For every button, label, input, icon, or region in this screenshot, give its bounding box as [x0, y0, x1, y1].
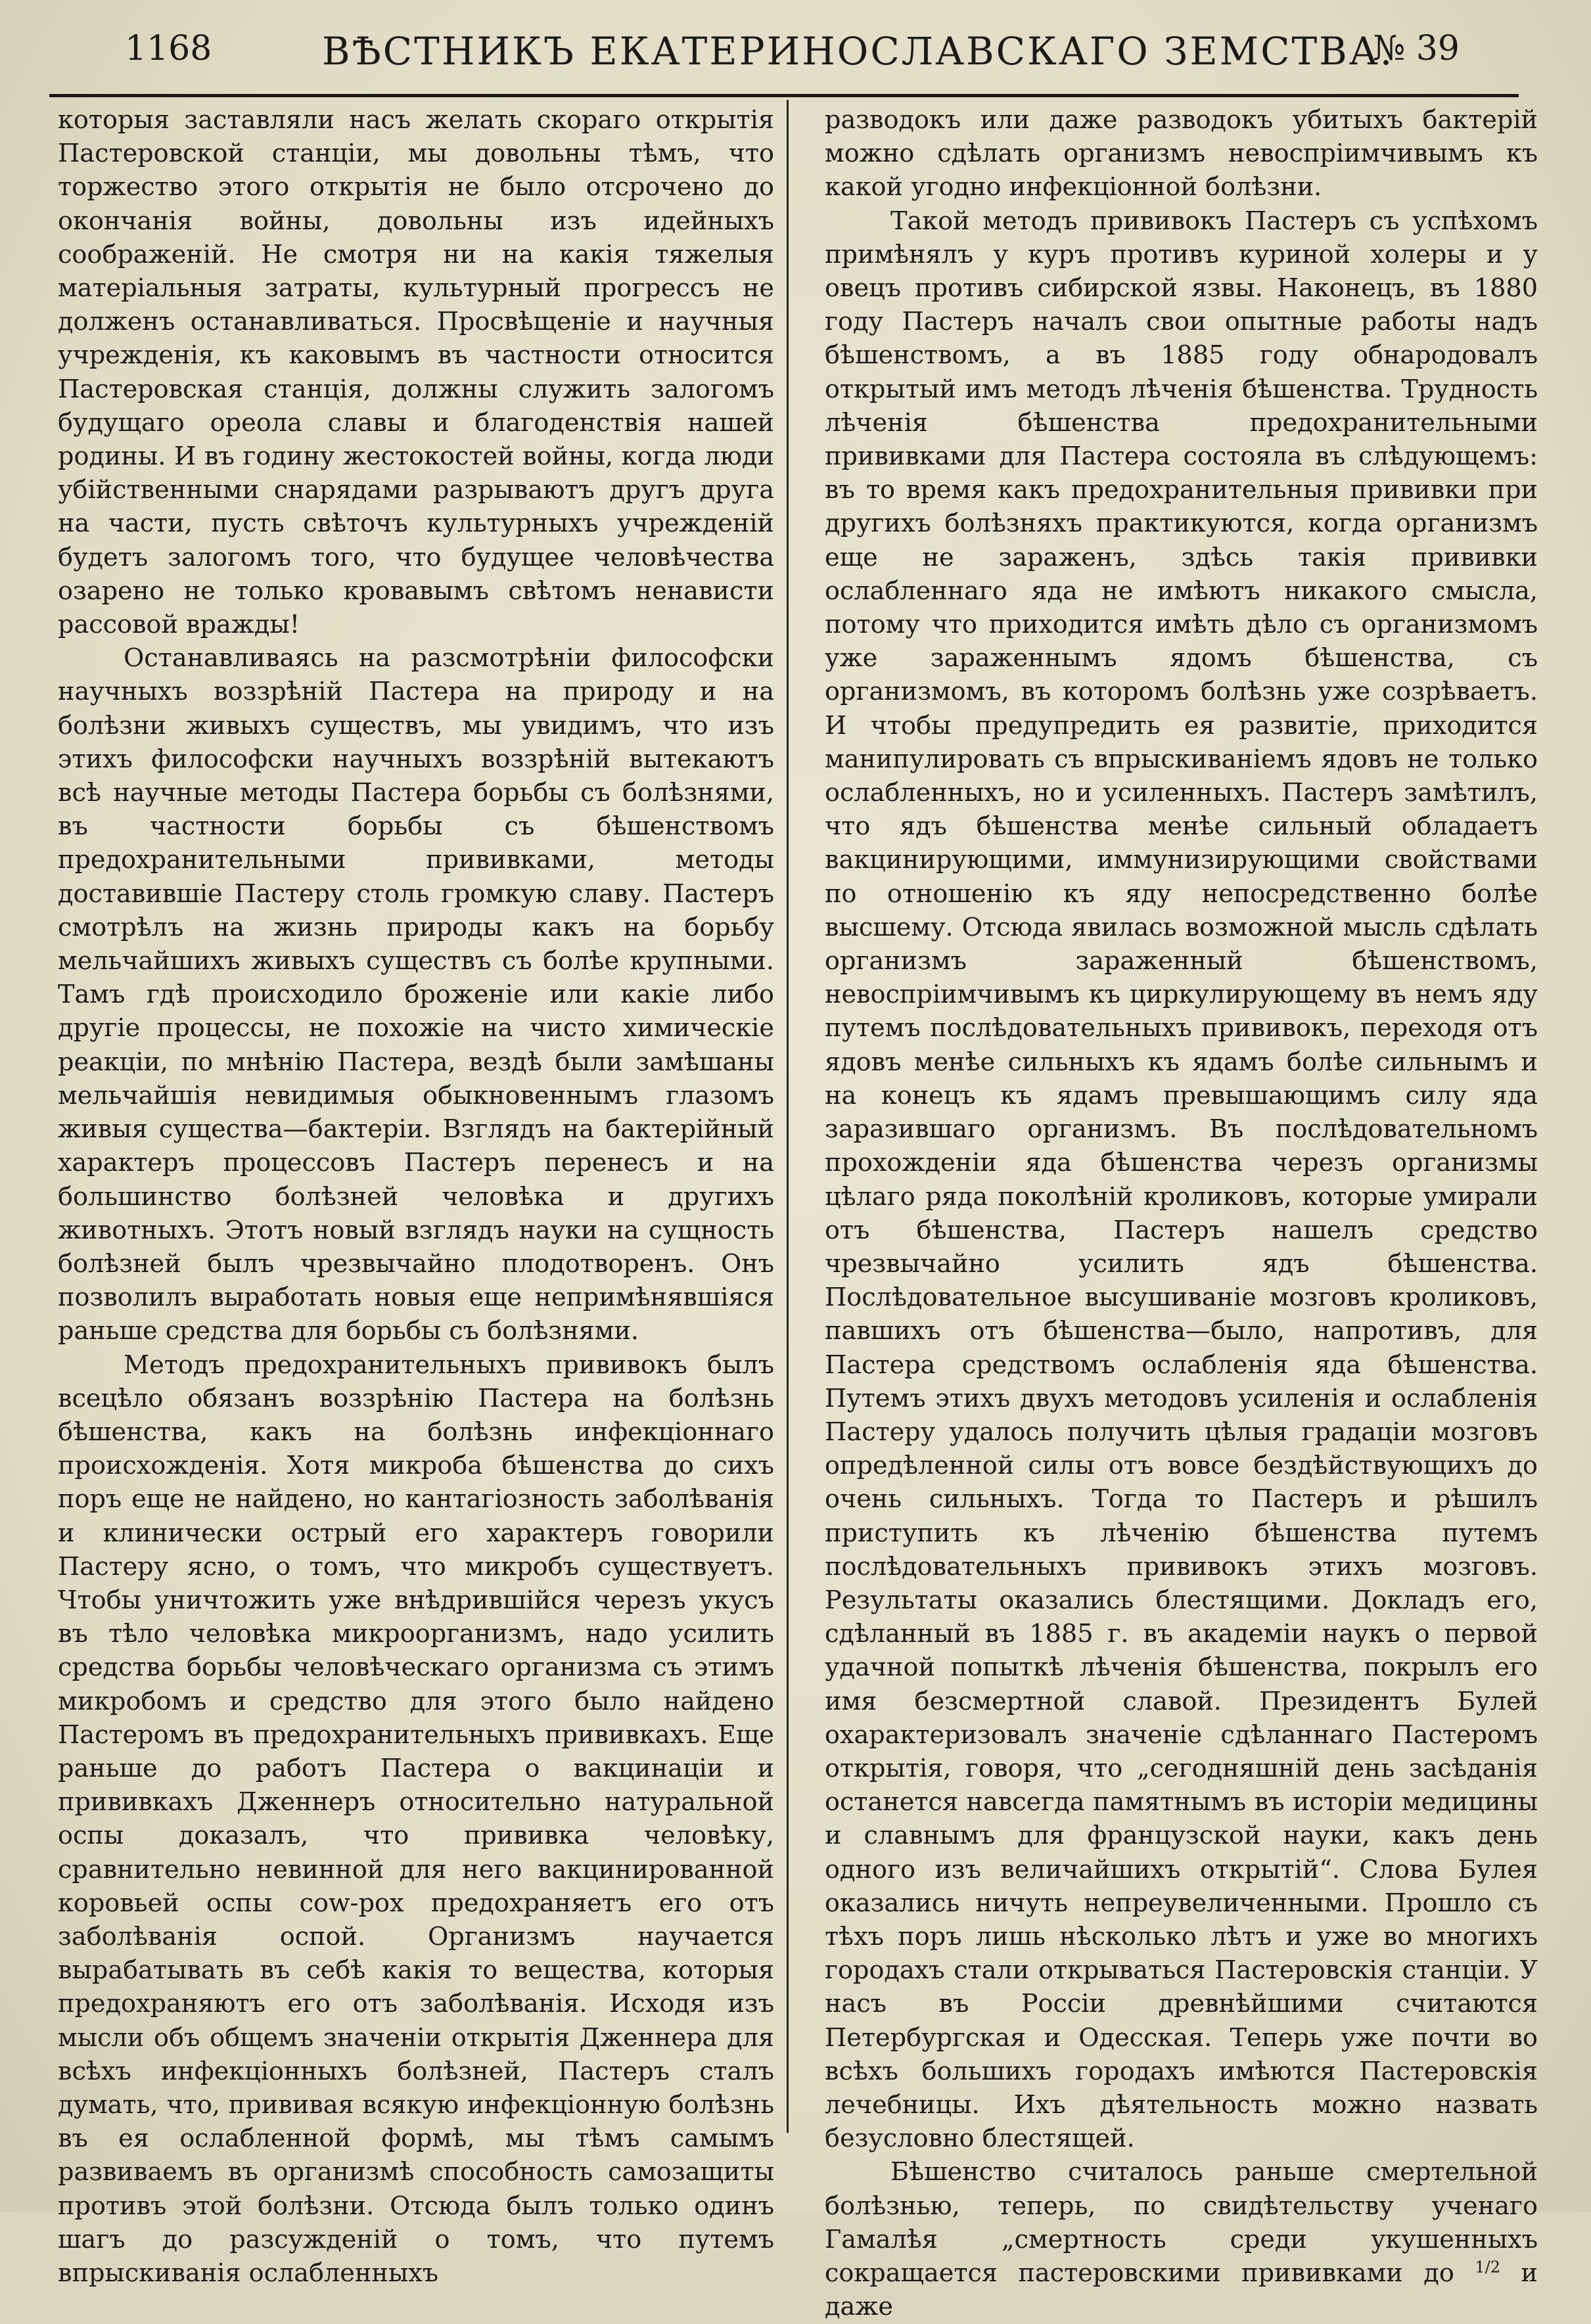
- right-column: [825, 104, 1538, 2324]
- left-column: [58, 104, 774, 2290]
- page-header: [99, 20, 1466, 112]
- page-number: 1168: [125, 29, 212, 68]
- issue-number: № 39: [1373, 29, 1460, 68]
- left-paragraph-2: Останавливаясь на разсмотрѣніи философски научныхъ воззрѣній Пастера на природу и на болѣзни живыхъ существъ, мы увидимъ, что изъ этихъ философски научныхъ воззрѣній вытекаютъ всѣ научные методы Пастера борьбы съ болѣзнями, въ частности борьбы съ бѣшенствомъ предохранительными прививками, методы доставившіе Пастеру столь громкую славу. Пастеръ смотрѣлъ на жизнь природы какъ на борьбу мельчайшихъ живыхъ существъ съ болѣе крупными. Тамъ гдѣ происходило броженіе или какіе либо другіе процессы, не похожіе на чисто химическіе реакціи, по мнѣнію Пастера, вездѣ были замѣшаны мельчайшія невидимыя обыкновеннымъ глазомъ живыя существа—бактеріи. Взглядъ на бактерійный характеръ процессовъ Пастеръ перенесъ и на большинство болѣзней человѣка и другихъ животныхъ. Этотъ новый взглядъ науки на сущность болѣзней былъ чрезвычайно плодотворенъ. Онъ позволилъ выработать новыя еще непримѣнявшіяся раньше средства для борьбы съ болѣзнями.: [58, 644, 774, 1346]
- right-paragraph-3: [825, 2156, 1538, 2324]
- header-rule: [49, 94, 1519, 97]
- left-paragraph-1: которыя заставляли насъ желать скораго открытія Пастеровской станціи, мы довольны тѣмъ, что торжество этого открытія не было отсрочено до окончанія войны, довольны изъ идейныхъ соображеній. Не смотря ни на какія тяжелыя матеріальныя затраты, культурный прогрессъ не долженъ останавливаться. Просвѣщеніе и научныя учрежденія, къ каковымъ въ частности относится Пастеровская станція, должны служить залогомъ будущаго ореола славы и благоденствія нашей родины. И въ годину жестокостей войны, когда люди убійственными снарядами разрываютъ другъ друга на части, пусть свѣточъ культурныхъ учрежденій будетъ залогомъ того, что будущее человѣчества озарено не только кровавымъ свѣтомъ ненависти рассовой вражды!: [58, 106, 774, 640]
- column-divider: [787, 100, 789, 2133]
- journal-title: ВѢСТНИКЪ ЕКАТЕРИНОСЛАВСКАГО ЗЕМСТВА.: [322, 29, 1395, 74]
- fraction-text: 1/2: [1475, 2258, 1500, 2277]
- left-paragraph-3: Методъ предохранительныхъ прививокъ былъ всецѣло обязанъ воззрѣнію Пастера на болѣзнь бѣшенства, какъ на болѣзнь инфекціоннаго происхожденія. Хотя микроба бѣшенства до сихъ поръ еще не найдено, но кантагіозность заболѣванія и клинически острый его характеръ говорили Пастеру ясно, о томъ, что микробъ существуетъ. Чтобы уничтожить уже внѣдрившійся черезъ укусъ въ тѣло человѣка микроорганизмъ, надо усилить средства борьбы человѣческаго организма съ этимъ микробомъ и средство для этого было найдено Пастеромъ въ предохранительныхъ прививкахъ. Еще раньше до работъ Пастера о вакцинаціи и прививкахъ Дженнеръ относительно натуральной оспы доказалъ, что прививка человѣку, сравнительно невинной для него вакцинированной коровьей оспы cow-pox предохраняетъ его отъ заболѣванія оспой. Организмъ научается вырабатывать въ себѣ какія то вещества, которыя предохраняютъ его отъ заболѣванія. Исходя изъ мысли объ общемъ значеніи открытія Дженнера для всѣхъ инфекціонныхъ болѣзней, Пастеръ сталъ думать, что, прививая всякую инфекціонную болѣзнь въ ея ослабленной формѣ, мы тѣмъ самымъ развиваемъ въ организмѣ способность самозащиты противъ этой болѣзни. Отсюда былъ только одинъ шагъ до разсужденій о томъ, что путемъ впрыскиванія ослабленныхъ: [58, 1350, 774, 2288]
- right-paragraph-1: разводокъ или даже разводокъ убитыхъ бактерій можно сдѣлать организмъ невоспріимчивымъ къ какой угодно инфекціонной болѣзни.: [825, 106, 1538, 202]
- right-paragraph-3-text: Бѣшенство считалось раньше смертельной болѣзнью, теперь, по свидѣтельству ученаго Гамалѣя „смертность среди укушенныхъ сокращается пастеровскими прививками до: [825, 2158, 1538, 2288]
- right-paragraph-3-end: и даже: [825, 2259, 1538, 2322]
- right-paragraph-2: Такой методъ прививокъ Пастеръ съ успѣхомъ примѣнялъ у куръ противъ куриной холеры и у овецъ противъ сибирской язвы. Наконецъ, въ 1880 году Пастеръ началъ свои опытные работы надъ бѣшенствомъ, а въ 1885 году обнародовалъ открытый имъ методъ лѣченія бѣшенства. Трудность лѣченія бѣшенства предохранительными прививками для Пастера состояла въ слѣдующемъ: въ то время какъ предохранительныя прививки при другихъ болѣзняхъ практикуются, когда организмъ еще не зараженъ, здѣсь такія прививки ослабленнаго яда не имѣютъ никакого смысла, потому что приходится имѣть дѣло съ организмомъ уже зараженнымъ ядомъ бѣшенства, съ организмомъ, въ которомъ болѣзнь уже созрѣваетъ. И чтобы предупредить ея развитіе, приходится манипулировать съ впрыскиваніемъ ядовъ не только ослабленныхъ, но и усиленныхъ. Пастеръ замѣтилъ, что ядъ бѣшенства менѣе сильный обладаетъ вакцинирующими, иммунизирующими свойствами по отношенію къ яду непосредственно болѣе высшему. Отсюда явилась возможной мысль сдѣлать организмъ зараженный бѣшенствомъ, невоспріимчивымъ къ циркулирующему въ немъ яду путемъ послѣдовательныхъ прививокъ, переходя отъ ядовъ менѣе сильныхъ къ ядамъ болѣе сильнымъ и на конецъ къ ядамъ превышающимъ силу яда заразившаго организмъ. Въ послѣдовательномъ прохожденіи яда бѣшенства черезъ организмы цѣлаго ряда поколѣній кроликовъ, которые умирали отъ бѣшенства, Пастеръ нашелъ средство чрезвычайно усилить ядъ бѣшенства. Послѣдовательное высушиваніе мозговъ кроликовъ, павшихъ отъ бѣшенства—было, напротивъ, для Пастера средствомъ ослабленія яда бѣшенства. Путемъ этихъ двухъ методовъ усиленія и ослабленія Пастеру удалось получить цѣлыя градаціи мозговъ опредѣленной силы отъ вовсе бездѣйствующихъ до очень сильныхъ. Тогда то Пастеръ и рѣшилъ приступить къ лѣченію бѣшенства путемъ послѣдовательныхъ прививокъ этихъ мозговъ. Результаты оказались блестящими. Докладъ его, сдѣланный въ 1885 г. въ академіи наукъ о первой удачной попыткѣ лѣченія бѣшенства, покрылъ его имя безсмертной славой. Президентъ Булей охарактеризовалъ значеніе сдѣланнаго Пастеромъ открытія, говоря, что „сегодняшній день засѣданія останется навсегда памятнымъ въ исторіи медицины и славнымъ для французской науки, какъ день одного изъ величайшихъ открытій“. Слова Булея оказались ничуть непреувеличенными. Прошло съ тѣхъ поръ лишь нѣсколько лѣтъ и уже во многихъ городахъ стали открываться Пастеровскія станціи. У насъ въ Россіи древнѣйшими считаются Петербургская и Одесская. Теперь уже почти во всѣхъ большихъ городахъ имѣются Пастеровскія лечебницы. Ихъ дѣятельность можно назвать безусловно блестящей.: [825, 206, 1538, 2154]
